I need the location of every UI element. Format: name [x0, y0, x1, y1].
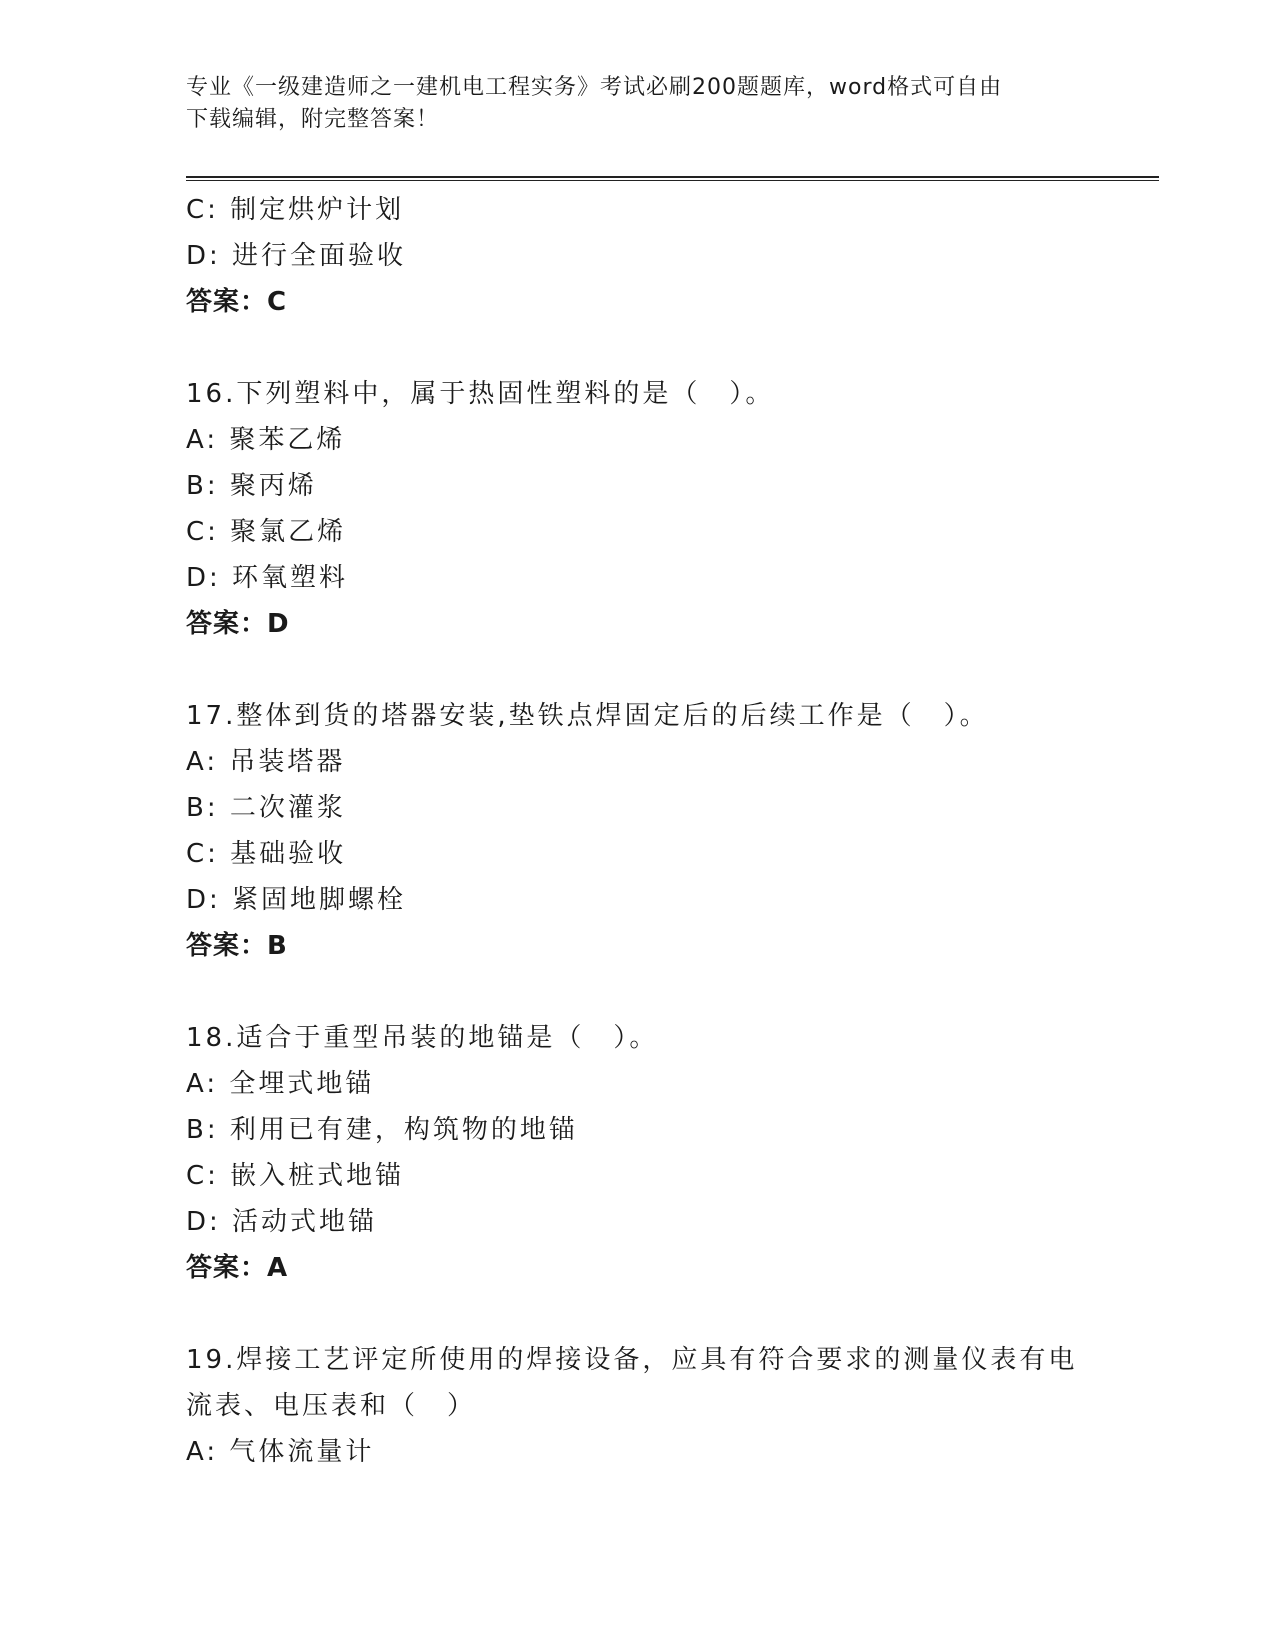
option-a: A: 全埋式地锚 [186, 1069, 375, 1099]
answer-label: 答案：D [186, 609, 290, 639]
question-list [186, 187, 1166, 1475]
question-stem: 18.适合于重型吊装的地锚是（ ）。 [186, 1023, 659, 1053]
option-b: B: 聚丙烯 [186, 471, 317, 501]
spacer [186, 647, 1166, 693]
option-d: D: 紧固地脚螺栓 [186, 885, 407, 915]
option-c: C: 聚氯乙烯 [186, 517, 347, 547]
spacer [186, 969, 1166, 1015]
question-19 [186, 1337, 1166, 1475]
header-line-2: 下载编辑，附完整答案！ [186, 107, 440, 132]
header-divider [186, 176, 1159, 181]
question-18 [186, 1015, 1166, 1291]
question-stem-line-1: 19.焊接工艺评定所使用的焊接设备，应具有符合要求的测量仪表有电 [186, 1345, 1078, 1375]
question-stem: 17.整体到货的塔器安装,垫铁点焊固定后的后续工作是（ ）。 [186, 701, 989, 731]
question-15-continued [186, 187, 1166, 325]
question-stem-line-2: 流表、电压表和（ ） [186, 1391, 477, 1421]
document-header [186, 72, 1086, 136]
spacer [186, 1291, 1166, 1337]
option-a: A: 气体流量计 [186, 1437, 375, 1467]
option-b: B: 二次灌浆 [186, 793, 346, 823]
option-d: D: 活动式地锚 [186, 1207, 378, 1237]
option-a: A: 吊装塔器 [186, 747, 346, 777]
option-c: C: 基础验收 [186, 839, 347, 869]
answer-label: 答案：C [186, 287, 288, 317]
answer-label: 答案：A [186, 1253, 289, 1283]
option-c: C: 制定烘炉计划 [186, 195, 405, 225]
option-b: B: 利用已有建，构筑物的地锚 [186, 1115, 578, 1145]
question-17 [186, 693, 1166, 969]
option-d: D: 进行全面验收 [186, 241, 407, 271]
question-stem: 16.下列塑料中，属于热固性塑料的是（ ）。 [186, 379, 775, 409]
header-line-1: 专业《一级建造师之一建机电工程实务》考试必刷200题题库，word格式可自由 [186, 75, 1003, 100]
option-a: A: 聚苯乙烯 [186, 425, 346, 455]
option-c: C: 嵌入桩式地锚 [186, 1161, 405, 1191]
question-16 [186, 371, 1166, 647]
option-d: D: 环氧塑料 [186, 563, 349, 593]
spacer [186, 325, 1166, 371]
answer-label: 答案：B [186, 931, 288, 961]
